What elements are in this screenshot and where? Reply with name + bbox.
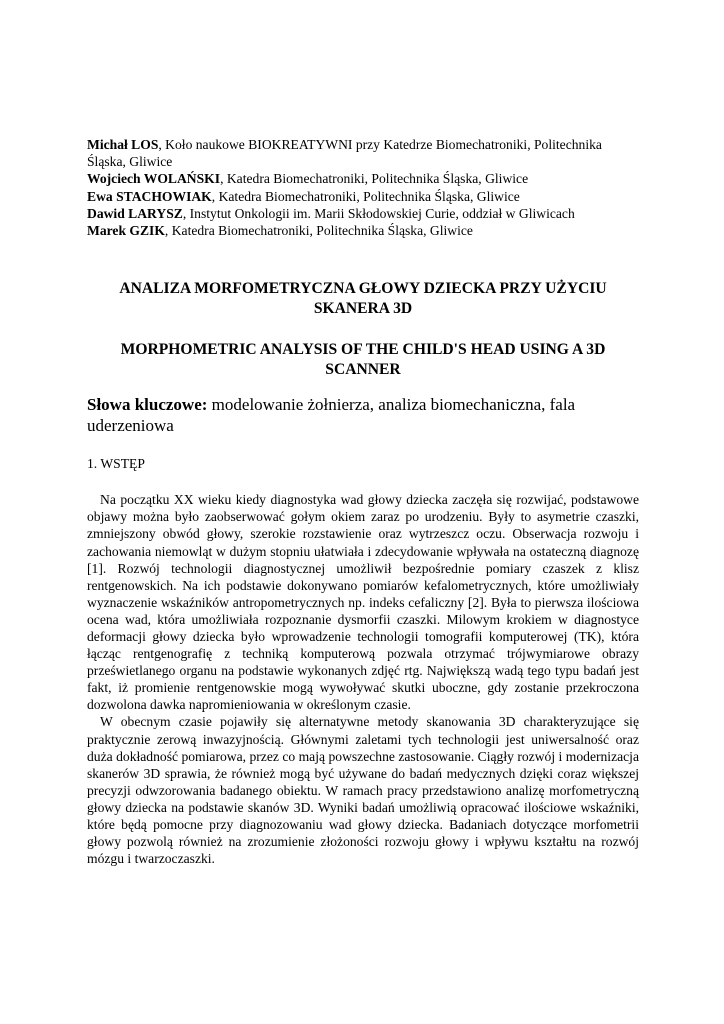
author-entry (87, 170, 639, 187)
keywords-label: Słowa kluczowe: (87, 395, 208, 415)
title-polish: ANALIZA MORFOMETRYCZNA GŁOWY DZIECKA PRZY UŻYCIU SKANERA 3D (119, 280, 607, 317)
author-affiliation: , Katedra Biomechatroniki, Politechnika Śląska, Gliwice (211, 188, 520, 204)
paragraph: Na początku XX wieku kiedy diagnostyka wad głowy dziecka zaczęła się rozwijać, podstawowe objawy można było zaobserwować gołym okiem zaraz po urodzeniu. Były to asymetrie czaszki, zmniejszony obwód głowy, szerokie rozstawienie oraz wytrzeszcz oczu. Obserwacja rozwoju i zachowania niemowląt w dużym stopniu ułatwiała i zdecydowanie wpływała na ostateczną diagnozę [1]. Rozwój technologii diagnostycznej umożliwił bezpośrednie pomiary czaszek z klisz rentgenowskich. Na ich podstawie dokonywano pomiarów kefalometrycznych, które umożliwiały wyznaczenie wskaźników antropometrycznych np. indeks cefaliczny [2]. Była to pierwsza ilościowa ocena wad, która umożliwiała rozpoznanie dysmorfii czaszki. Milowym krokiem w diagnostyce deformacji głowy dziecka było wprowadzenie technologii tomografii komputerowej (TK), która łącząc rentgenografię z techniką komputerową pozwala otrzymać trójwymiarowe obrazy prześwietlanego organu na podstawie wykonanych zdjęć rtg. Największą wadą tego typu badań jest fakt, iż promienie rentgenowskie mogą wywoływać skutki uboczne, gdy zostanie przekroczona dozwolona dawka napromieniowania w określonym czasie. (87, 492, 639, 713)
author-entry (87, 222, 639, 239)
author-affiliation: , Katedra Biomechatroniki, Politechnika Śląska, Gliwice (164, 223, 473, 239)
paragraph: W obecnym czasie pojawiły się alternatywne metody skanowania 3D charakteryzujące się praktycznie zerową inwazyjnością. Głównymi zaletami tych technologii jest uniwersalność oraz duża dokładność pomiarowa, przez co mają powszechne zastosowanie. Ciągły rozwój i modernizacja skanerów 3D sprawia, że również mogą być używane do badań medycznych dzięki coraz większej precyzji odwzorowania badanego obiektu. W ramach pracy przedstawiono analizę morfometryczną głowy dziecka na podstawie skanów 3D. Wyniki badań umożliwią opracować ilościowe wskaźniki, które będą pomocne przy diagnozowaniu wad głowy dziecka. Badaniach dotyczące morfometrii głowy pozwolą również na zrozumienie złożoności rozwoju głowy i wpływu kształtu na rozwój mózgu i twarzoczaszki. (87, 714, 639, 867)
author-affiliation: , Instytut Onkologii im. Marii Skłodowskiej Curie, oddział w Gliwicach (182, 205, 575, 221)
author-entry (87, 136, 639, 170)
author-name: Marek GZIK (87, 223, 165, 239)
keywords-text: modelowanie żołnierza, analiza biomechaniczna, fala uderzeniowa (87, 395, 576, 435)
author-name: Michał LOS (87, 137, 159, 152)
author-affiliation: , Katedra Biomechatroniki, Politechnika Śląska, Gliwice (220, 171, 529, 187)
author-entry (87, 205, 639, 222)
author-affiliation: , Koło naukowe BIOKREATYWNI przy Katedrze Biomechatroniki, Politechnika Śląska, Gliwice (87, 137, 602, 170)
body-text (87, 491, 639, 867)
title-english: MORPHOMETRIC ANALYSIS OF THE CHILD'S HEAD USING A 3D SCANNER (120, 341, 606, 378)
section-heading: 1. WSTĘP (87, 456, 145, 472)
document-page (87, 136, 639, 867)
author-name: Dawid LARYSZ (87, 205, 183, 221)
author-list (87, 136, 639, 239)
author-entry (87, 188, 639, 205)
author-name: Wojciech WOLAŃSKI (87, 171, 221, 187)
author-name: Ewa STACHOWIAK (87, 188, 212, 204)
keywords (87, 395, 639, 436)
